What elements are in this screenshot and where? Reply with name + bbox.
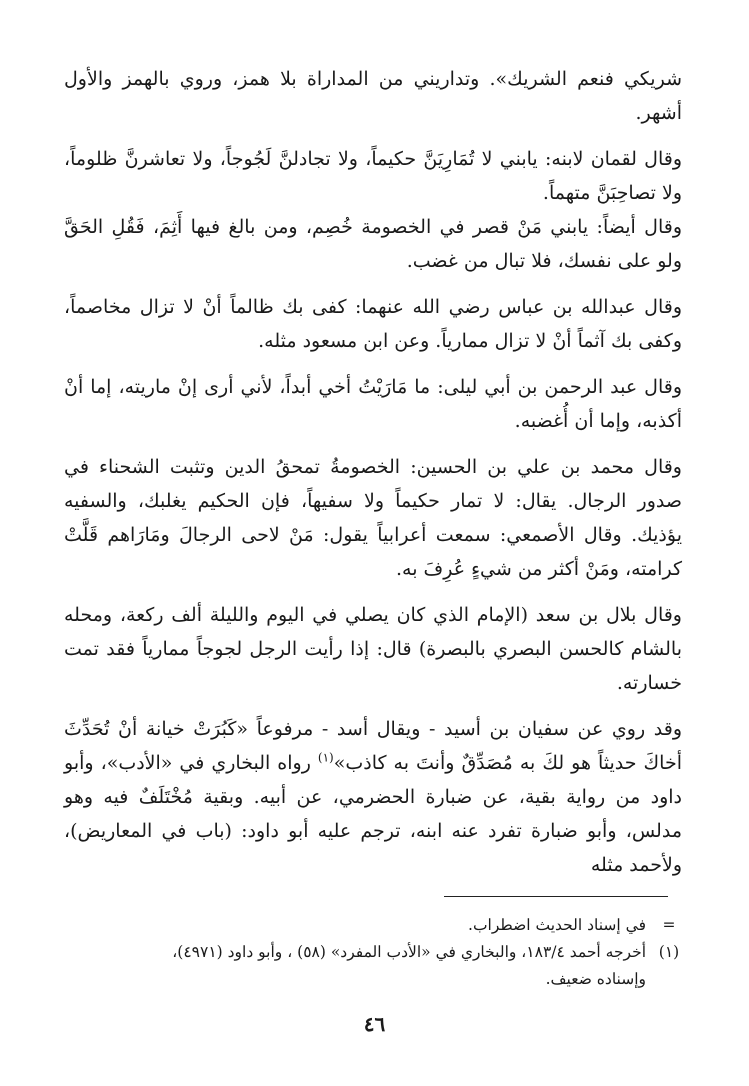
paragraph-8-text-start: وقد روي عن سفيان بن أسيد - ويقال أسد - مرفوعاً «كَبُرَتْ خيانة أنْ تُحَدِّثَ أخاكَ حديثاً هو لكَ به مُصَدِّقٌ وأنتَ به كاذب» [64,718,682,774]
footnote-marker: (١) [658,943,680,961]
paragraph-4: وقال عبدالله بن عباس رضي الله عنهما: كفى بك ظالماً أنْ لا تزال مخاصماً، وكفى بك آثماً أنْ لا تزال ممارياً. وعن ابن مسعود مثله. [64,296,682,352]
paragraph-6: وقال محمد بن علي بن الحسين: الخصومةُ تمحقُ الدين وتثبت الشحناء في صدور الرجال. يقال: لا تمار حكيماً ولا سفيهاً، فإن الحكيم يغلبك، والسفيه يؤذيك. وقال الأصمعي: سمعت أعرابياً يقول: مَنْ لاحى الرجالَ ومَارَاهم قَلَّتْ كرامته، ومَنْ أكثر من شيءٍ عُرِفَ به. [64,456,682,580]
main-text [64,62,682,882]
page-number: ٤٦ [363,1012,386,1036]
footnotes [64,912,682,993]
paragraph-2: وقال لقمان لابنه: يابني لا تُمَارِيَنَّ حكيماً، ولا تجادلنَّ لَجُوجاً، ولا تعاشرنَّ ظلوماً، ولا تصاحِبَنَّ متهماً. [64,148,682,204]
paragraph-5: وقال عبد الرحمن بن أبي ليلى: ما مَارَيْتُ أخي أبداً، لأني أرى إنْ ماريته، إما أنْ أكذبه، وإما أن أُغضبه. [64,376,682,432]
footnote-continued [64,912,682,939]
footnote-separator [444,896,668,897]
footnote-marker: = [662,916,676,934]
footnote-1-continuation: وإسناده ضعيف. [545,970,646,988]
footnote-text: أخرجه أحمد ١٨٣/٤، والبخاري في «الأدب المفرد» (٥٨) ، وأبو داود (٤٩٧١)، [172,943,646,961]
footnote-text: في إسناد الحديث اضطراب. [468,916,646,934]
paragraph-8 [64,712,682,882]
paragraph-3: وقال أيضاً: يابني مَنْ قصر في الخصومة خُصِم، ومن بالغ فيها أَثِمَ، فَقُلِ الحَقَّ ولو على نفسك، فلا تبال من غضب. [64,216,682,272]
paragraph-1: شريكي فنعم الشريك». وتداريني من المداراة بلا همز، وروي بالهمز والأول أشهر. [64,68,682,124]
paragraph-8-text-end: رواه البخاري في «الأدب»، وأبو داود من رواية بقية، عن ضبارة الحضرمي، عن أبيه. وبقية مُخْتَلَفٌ فيه وهو مدلس، وأبو ضبارة تفرد عنه ابنه، ترجم عليه أبو داود: (باب في المعاريض)، ولأحمد مثله [64,752,682,876]
paragraph-7: وقال بلال بن سعد (الإمام الذي كان يصلي في اليوم والليلة ألف ركعة، ومحله بالشام كالحسن البصري بالبصرة) قال: إذا رأيت الرجل لجوجاً ممارياً فقد تمت خسارته. [64,604,682,694]
footnote-reference: (١) [317,750,334,765]
footnote-1 [64,939,682,966]
